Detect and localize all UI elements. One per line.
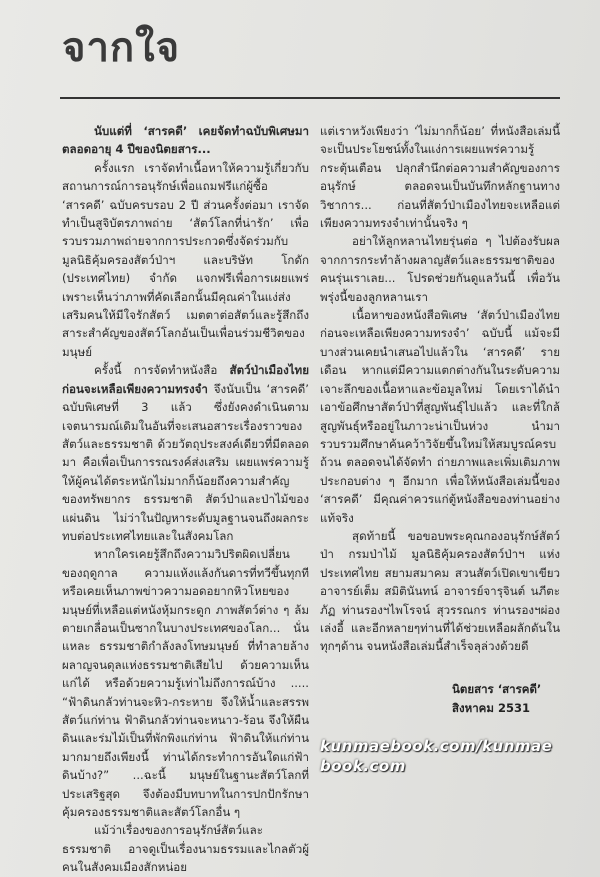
book-title: สัตว์ป่าเมืองไทย ก่อนจะเหลือเพียงความทรงจำ xyxy=(62,363,309,396)
page-title: จากใจ xyxy=(62,25,181,71)
signature xyxy=(320,680,560,718)
intro-paragraph: นับแต่ที่ ‘สารคดี’ เคยจัดทำฉบับพิเศษมาตลอดอายุ 4 ปีของนิตยสาร... xyxy=(62,124,309,157)
paragraph: สุดท้ายนี้ ขอขอบพระคุณกองอนุรักษ์สัตว์ป่า กรมป่าไม้ มูลนิธิคุ้มครองสัตว์ป่าฯ แห่งประเทศไทย สยามสมาคม สวนสัตว์เปิดเขาเขียว อาจารย์เต็ม สมิตินันทน์ อาจารย์จารุจินต์ นภีตะภัฏ ท่านรองฯไพโรจน์ สุวรรณกร ท่านรองฯผ่อง เล่งอี้ และอีกหลายๆท่านที่ได้ช่วยเหลือผลักดันในทุกๆด้าน จนหนังสือเล่มนี้สำเร็จลุล่วงด้วยดี xyxy=(320,528,560,654)
paragraph-text: ครั้งนี้ การจัดทำหนังสือ xyxy=(94,363,230,378)
left-column xyxy=(62,122,309,877)
paragraph: แต่เราหวังเพียงว่า ‘ไม่มากก็น้อย’ ที่หนังสือเล่มนี้จะเป็นประโยชน์ทั้งในแง่การเผยแพร่ความรู้ กระตุ้นเตือน ปลุกสำนึกต่อความสำคัญของการอนุรักษ์ ตลอดจนเป็นบันทึกหลักฐานทางวิชาการ... ก่อนที่สัตว์ป่าเมืองไทยจะเหลือแต่เพียงความทรงจำเท่านั้นจริง ๆ xyxy=(320,124,560,231)
paragraph xyxy=(62,361,309,545)
paragraph: หากใครเคยรู้สึกถึงความวิปริตผิดเปลี่ยนของฤดูกาล ความแห้งแล้งกันดารที่ทวีขึ้นทุกที หรือเคยเห็นภาพข่าวความอดอยากหิวโหยของมนุษย์ที่เหลือแต่หนังหุ้มกระดูก ภาพสัตว์ต่าง ๆ ล้มตายเกลื่อนเป็นซากในบางประเทศของโลก... นั่นแหละ ธรรมชาติกำลังลงโทษมนุษย์ ที่ทำลายล้างผลาญจนดุลแห่งธรรมชาติเสียไป ด้วยความเห็นแก่ได้ หรือด้วยความรู้เท่าไม่ถึงการณ์บ้าง ..... “ฟ้าดินกลัวท่านจะหิว-กระหาย จึงให้น้ำและสรรพสัตว์แก่ท่าน ฟ้าดินกลัวท่านจะหนาว-ร้อน จึงให้ผืนดินและร่มไม้เป็นที่พักพิงแก่ท่าน ฟ้าดินให้แก่ท่านมากมายถึงเพียงนี้ ท่านได้กระทำการอันใดแก่ฟ้าดินบ้าง?” ...ฉะนี้ มนุษย์ในฐานะสัตว์โลกที่ประเสริฐสุด จึงต้องมีบทบาทในการปกปักรักษา คุ้มครองธรรมชาติและสัตว์โลกอื่น ๆ xyxy=(62,547,309,820)
paragraph: ครั้งแรก เราจัดทำเนื้อหาให้ความรู้เกี่ยวกับสถานการณ์การอนุรักษ์เพื่อแถมฟรีแก่ผู้ซื้อ ‘สารคดี’ ฉบับครบรอบ 2 ปี ส่วนครั้งต่อมา เราจัดทำเป็นสูจิบัตรภาพถ่าย ‘สัตว์โลกที่น่ารัก’ เพื่อรวบรวมภาพถ่ายจากการประกวดซึ่งจัดร่วมกับมูลนิธิคุ้มครองสัตว์ป่าฯ และบริษัท โกดัก (ประเทศไทย) จำกัด แจกฟรีเพื่อการเผยแพร่ เพราะเห็นว่าภาพที่คัดเลือกนั้นมีคุณค่าในแง่ส่งเสริมคนให้มีใจรักสัตว์ เมตตาต่อสัตว์และรู้สึกถึงสาระสำคัญของสัตว์โลกอันเป็นเพื่อนร่วมชีวิตของมนุษย์ xyxy=(62,160,309,359)
watermark: kunmaebook.com/kunmaebook.com xyxy=(320,736,553,775)
paragraph: อย่าให้ลูกหลานไทยรุ่นต่อ ๆ ไปต้องรับผลจากการกระทำล้างผลาญสัตว์และธรรมชาติของคนรุ่นเราเลย... โปรดช่วยกันดูแลวันนี้ เพื่อวันพรุ่งนี้ของลูกหลานเรา xyxy=(320,234,560,304)
paragraph-text: จึงนับเป็น ‘สารคดี’ ฉบับพิเศษที่ 3 แล้ว ซึ่งยังคงดำเนินตามเจตนารมณ์เดิมในอันที่จะเสนอสาระเรื่องราวของสัตว์และธรรมชาติ ด้วยวัตถุประสงค์เดียวที่มีตลอดมา คือเพื่อเป็นการรณรงค์ส่งเสริม เผยแพร่ความรู้ ให้ผู้คนได้ตระหนักไม่มากก็น้อยถึงความสำคัญของทรัพยากร ธรรมชาติ สัตว์ป่าและป่าไม้ของแผ่นดิน ไม่ว่าในปัญหาระดับมูลฐานจนถึงผลกระทบต่อประเทศไทยและในสังคมโลก xyxy=(62,381,309,543)
right-column xyxy=(320,122,560,877)
signature-publisher: นิตยสาร ‘สารคดี’ xyxy=(452,681,542,696)
paragraph: แม้ว่าเรื่องของการอนุรักษ์สัตว์และธรรมชาติ อาจดูเป็นเรื่องนามธรรมและไกลตัวผู้คนในสังคมเมืองสักหน่อย xyxy=(62,823,309,875)
paragraph: เนื้อหาของหนังสือพิเศษ ‘สัตว์ป่าเมืองไทย ก่อนจะเหลือเพียงความทรงจำ’ ฉบับนี้ แม้จะมีบางส่วนเคยนำเสนอไปแล้วใน ‘สารคดี’ รายเดือน หากแต่มีความแตกต่างกันในระดับความเจาะลึกของเนื้อหาและข้อมูลใหม่ โดยเราได้นำเอาข้อศึกษาสัตว์ป่าที่สูญพันธุ์ไปแล้ว และที่ใกล้สูญพันธุ์หรืออยู่ในภาวะน่าเป็นห่วง นำมารวบรวมศึกษาค้นคว้าวิจัยขึ้นใหม่ให้สมบูรณ์ครบถ้วน ตลอดจนได้จัดทำ ถ่ายภาพและเพิ่มเติมภาพประกอบต่าง ๆ อีกมาก เพื่อให้หนังสือเล่มนี้ของ ‘สารคดี’ มีคุณค่าควรแก่ตู้หนังสือของท่านอย่างแท้จริง xyxy=(320,308,560,525)
signature-date: สิงหาคม 2531 xyxy=(452,700,530,715)
